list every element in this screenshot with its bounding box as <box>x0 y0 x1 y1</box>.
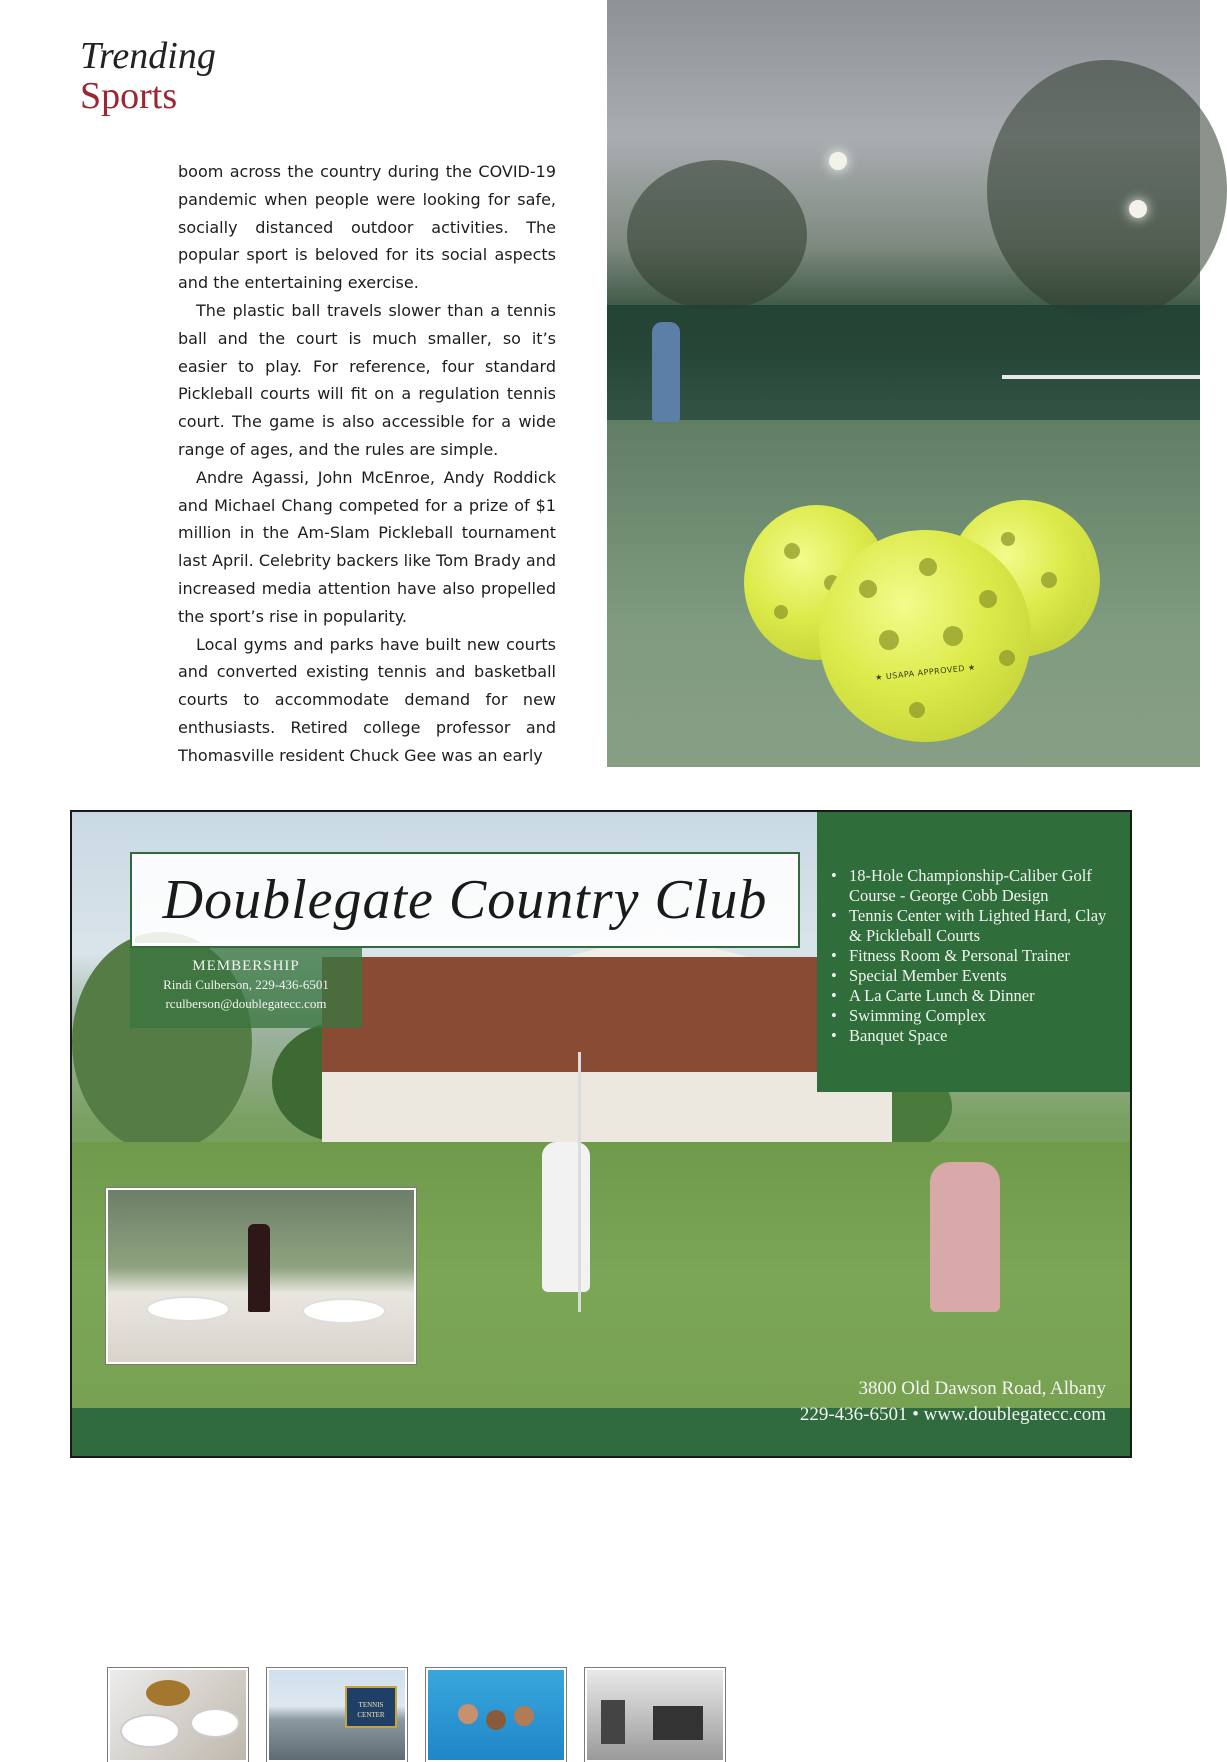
feature-item: • 18-Hole Championship-Caliber Golf Course - George Cobb Design <box>849 866 1118 906</box>
feature-item: • Banquet Space <box>849 1026 1118 1046</box>
pickleball-front <box>819 530 1031 742</box>
ball-hole <box>1001 532 1015 546</box>
flag-pole <box>578 1052 581 1312</box>
ball-hole <box>979 590 997 608</box>
dinner-plate <box>148 1298 228 1320</box>
clubhouse-porch <box>322 1072 892 1152</box>
ball-hole <box>1041 572 1057 588</box>
ball-hole <box>919 558 937 576</box>
article-paragraph: The plastic ball travels slower than a tennis ball and the court is much smaller, so it’s easier to play. For reference, four standard Pickleball courts will fit on a regulation tennis court. The game is also accessible for a wide range of ages, and the rules are simple. <box>178 300 556 459</box>
feature-item: • Swimming Complex <box>849 1006 1118 1026</box>
club-title-box <box>130 852 800 948</box>
golfer-holding-flag <box>542 1142 590 1292</box>
swimmer <box>458 1704 478 1724</box>
tree-silhouette <box>987 60 1227 320</box>
burger <box>146 1680 190 1706</box>
ball-hole <box>859 580 877 598</box>
gym-machine <box>653 1706 703 1740</box>
features-list <box>817 812 1130 1046</box>
tennis-center-sign: TENNIS CENTER <box>345 1686 397 1728</box>
membership-email: rculberson@doublegatecc.com <box>165 996 327 1011</box>
ball-hole <box>909 702 925 718</box>
court-light <box>829 152 847 170</box>
membership-contact: Rindi Culberson, 229-436-6501 <box>163 977 329 992</box>
country-club-ad <box>70 810 1132 1719</box>
ball-hole <box>774 605 788 619</box>
swimmer <box>514 1706 534 1726</box>
ball-hole <box>879 630 899 650</box>
article-body <box>178 158 556 770</box>
ball-hole <box>784 543 800 559</box>
pool-thumbnail <box>426 1668 566 1762</box>
feature-item: • Tennis Center with Lighted Hard, Clay & Pickleball Courts <box>849 906 1118 946</box>
food-thumbnail <box>108 1668 248 1762</box>
dinner-plate <box>304 1300 384 1322</box>
player-silhouette <box>652 322 680 422</box>
pickleball-photo <box>607 0 1200 767</box>
section-header <box>80 36 216 116</box>
ball-print-text: ★ USAPA APPROVED ★ <box>874 662 977 683</box>
features-panel <box>817 812 1130 1092</box>
golfer-putting <box>930 1162 1000 1312</box>
club-address: 3800 Old Dawson Road, Albany <box>858 1378 1106 1399</box>
feature-item: • Special Member Events <box>849 966 1118 986</box>
plate <box>122 1716 178 1746</box>
club-title: Doublegate Country Club <box>162 869 768 931</box>
tree-silhouette <box>627 160 807 310</box>
section-title-sports: Sports <box>80 75 178 117</box>
tennis-net <box>1002 375 1200 379</box>
fitness-room-thumbnail <box>585 1668 725 1762</box>
article-paragraph: boom across the country during the COVID-19 pandemic when people were looking for safe, socially distanced outdoor activities. The popular sport is beloved for its social aspects and the entertaining exercise. <box>178 162 556 293</box>
dining-photo <box>106 1188 416 1364</box>
membership-box <box>130 948 362 1028</box>
wine-bottle <box>248 1224 270 1312</box>
feature-item: • A La Carte Lunch & Dinner <box>849 986 1118 1006</box>
court-light <box>1129 200 1147 218</box>
club-contact <box>800 1376 1106 1428</box>
gym-machine <box>601 1700 625 1744</box>
swimmer <box>486 1710 506 1730</box>
court-fence <box>607 305 1200 425</box>
membership-heading: MEMBERSHIP <box>192 958 300 974</box>
section-title-trending: Trending <box>80 35 216 77</box>
ball-hole <box>943 626 963 646</box>
plate <box>192 1710 238 1736</box>
club-phone-website: 229-436-6501 • www.doublegatecc.com <box>799 1404 1106 1425</box>
feature-item: • Fitness Room & Personal Trainer <box>849 946 1118 966</box>
tennis-center-thumbnail <box>267 1668 407 1762</box>
article-paragraph: Andre Agassi, John McEnroe, Andy Roddick and Michael Chang competed for a prize of $1 million in the Am-Slam Pickleball tournament last April. Celebrity backers like Tom Brady and increased media attention have also propelled the sport’s rise in popularity. <box>178 467 556 626</box>
ball-hole <box>999 650 1015 666</box>
article-paragraph: Local gyms and parks have built new courts and converted existing tennis and basketball courts to accommodate demand for new enthusiasts. Retired college professor and Thomasville resident Chuck Gee was an early <box>178 634 556 765</box>
